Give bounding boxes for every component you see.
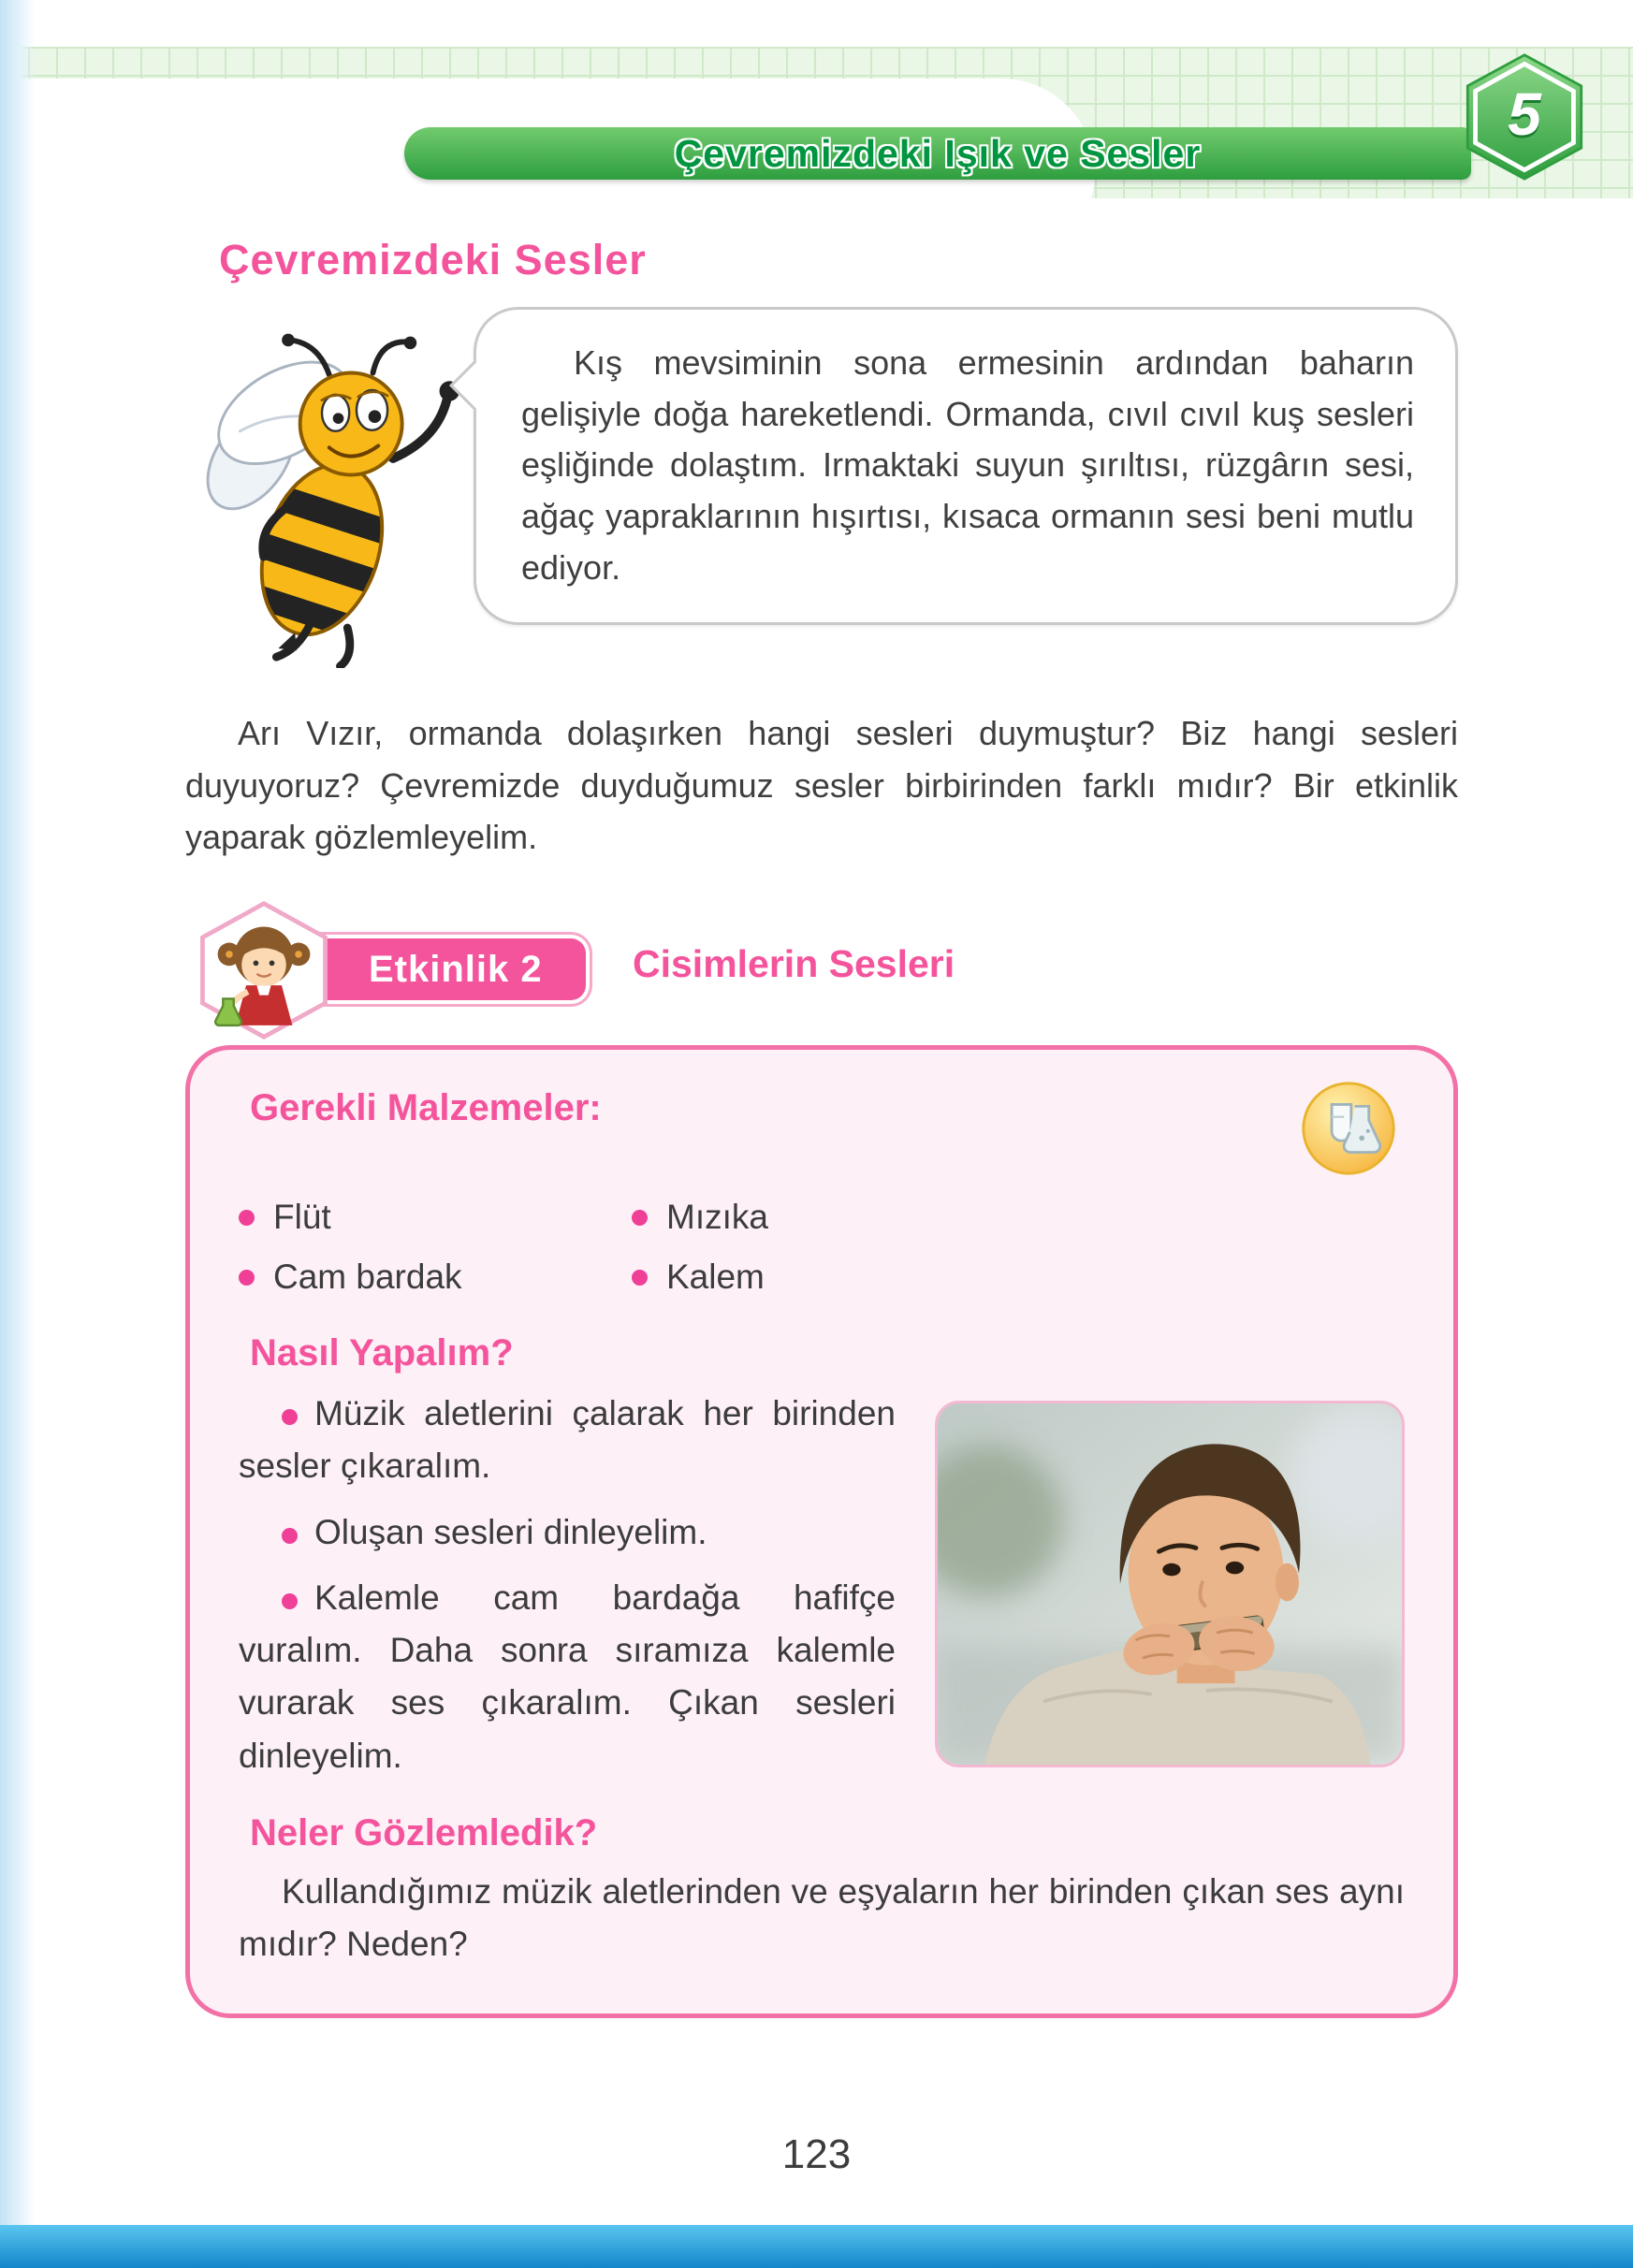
bullet-icon: [239, 1210, 255, 1226]
activity-badge: [294, 938, 586, 1000]
bullet-icon: [282, 1409, 298, 1425]
step-text: Kalemle cam bardağa hafifçe vuralım. Daha sonra sıramıza kalemle vurarak ses çıkaralım. Çıkan sesleri dinleyelim.: [239, 1577, 896, 1775]
material-label: Cam bardak: [273, 1258, 462, 1297]
materials-heading: Gerekli Malzemeler:: [250, 1087, 602, 1129]
chapter-banner: [404, 127, 1471, 180]
bullet-icon: [632, 1210, 648, 1226]
steps-section: [239, 1388, 1405, 1782]
page-content: [185, 236, 1458, 2018]
activity-badge-label: Etkinlik 2: [369, 948, 543, 990]
speech-bubble: [474, 307, 1458, 625]
materials-row: [239, 1087, 1405, 1177]
material-label: Kalem: [666, 1258, 765, 1297]
bullet-icon: [239, 1270, 255, 1286]
chapter-number: 5: [1508, 80, 1541, 149]
section-title: Çevremizdeki Sesler: [219, 236, 647, 284]
scientist-girl-icon: [193, 899, 335, 1041]
material-label: Mızıka: [666, 1198, 768, 1237]
chapter-title: Çevremizdeki Işık ve Sesler: [674, 131, 1202, 175]
speech-row: [185, 307, 1458, 668]
observe-text: Kullandığımız müzik aletlerinden ve eşyaların her birinden çıkan ses aynı mıdır? Neden?: [239, 1871, 1405, 1964]
activity-title: Cisimlerin Sesleri: [633, 942, 955, 986]
intro-paragraph: Arı Vızır, ormanda dolaşırken hangi sesleri duymuştur? Biz hangi sesleri duyuyoruz? Çevremizde duyduğumuz sesler birbirinden farklı mıdır? Bir etkinlik yaparak gözlemleyelim.: [185, 713, 1458, 857]
material-item: [632, 1190, 1128, 1244]
material-item: [239, 1190, 632, 1244]
activity-header: [185, 916, 1458, 1026]
bullet-icon: [282, 1593, 298, 1609]
material-item: [632, 1250, 1128, 1304]
observe-heading: Neler Gözlemledik?: [250, 1811, 598, 1854]
how-heading: Nasıl Yapalım?: [250, 1332, 514, 1374]
step-text: Müzik aletlerini çalarak her birinden sesler çıkaralım.: [239, 1394, 896, 1486]
bottom-bar: [0, 2225, 1633, 2268]
materials-list: [239, 1190, 1128, 1304]
speech-text: Kış mevsiminin sona ermesinin ardından baharın gelişiyle doğa hareketlendi. Ormanda, cıvıl cıvıl kuş sesleri eşliğinde dolaştım. Irmaktaki suyun şırıltısı, rüzgârın sesi, ağaç yapraklarının hışırtısı, kısaca ormanın sesi beni mutlu ediyor.: [521, 343, 1414, 587]
bullet-icon: [282, 1528, 298, 1544]
material-item: [239, 1250, 632, 1304]
material-label: Flüt: [273, 1198, 331, 1237]
chapter-number-badge: [1460, 52, 1589, 182]
left-edge-decoration: [0, 0, 36, 2225]
bee-icon: [185, 322, 459, 668]
step-text: Oluşan sesleri dinleyelim.: [314, 1512, 707, 1551]
lab-flasks-icon: [1300, 1080, 1397, 1177]
bullet-icon: [632, 1270, 648, 1286]
activity-box: [185, 1045, 1458, 2018]
page-number: 123: [781, 2131, 852, 2177]
harmonica-boy-photo: [935, 1401, 1405, 1767]
